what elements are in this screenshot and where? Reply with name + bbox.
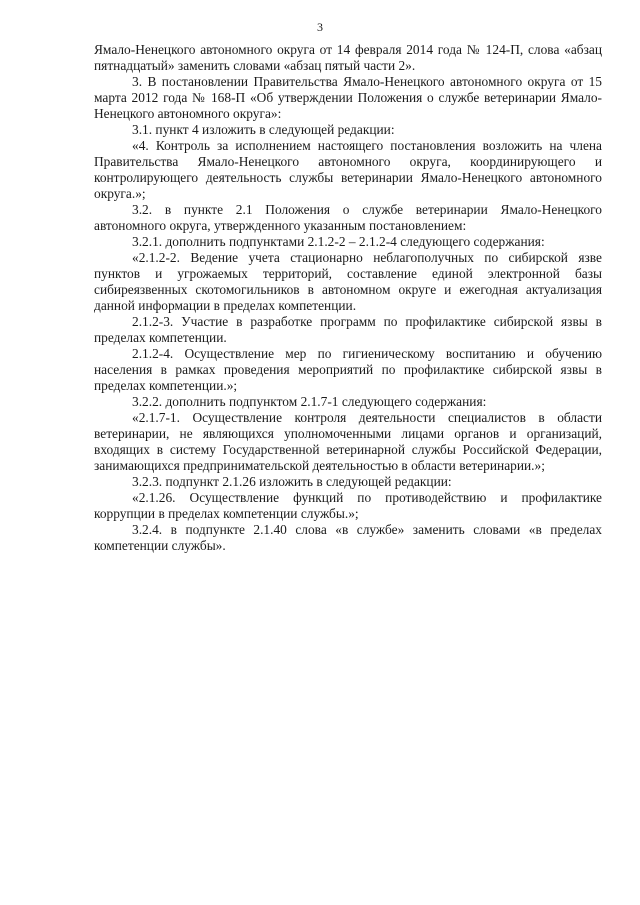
paragraph-item-3: 3. В постановлении Правительства Ямало-Ненецкого автономного округа от 15 марта 2012 года № 168-П «Об утверждении Положения о службе ветеринарии Ямало-Ненецкого автономного округа»: (94, 74, 602, 121)
paragraph-item-3-2-1: 3.2.1. дополнить подпунктами 2.1.2-2 – 2.1.2-4 следующего содержания: (132, 234, 545, 249)
paragraph-item-3-1: 3.1. пункт 4 изложить в следующей редакции: (132, 122, 395, 137)
paragraph-item-3-2-2: 3.2.2. дополнить подпунктом 2.1.7-1 следующего содержания: (132, 394, 487, 409)
paragraph-item-3-2-4: 3.2.4. в подпункте 2.1.40 слова «в службе» заменить словами «в пределах компетенции службы». (94, 522, 602, 553)
paragraph-item-3-2-3: 3.2.3. подпункт 2.1.26 изложить в следующей редакции: (132, 474, 452, 489)
paragraph-quote-2-1-2-2: «2.1.2-2. Ведение учета стационарно неблагополучных по сибирской язве пунктов и угрожаемых территорий, составление единой электронной базы сибиреязвенных скотомогильников в автономном округе и ежегодная актуализация данной информации в пределах компетенции. (94, 250, 602, 313)
paragraph-quote-4: «4. Контроль за исполнением настоящего постановления возложить на члена Правительства Ямало-Ненецкого автономного округа, координирующего и контролирующего деятельность службы ветеринарии Ямало-Ненецкого автономного округа.»; (94, 138, 602, 201)
paragraph-quote-2-1-26: «2.1.26. Осуществление функций по противодействию и профилактике коррупции в пределах компетенции службы.»; (94, 490, 602, 521)
paragraph-quote-2-1-2-4: 2.1.2-4. Осуществление мер по гигиеническому воспитанию и обучению населения в рамках проведения мероприятий по профилактике сибирской язвы в пределах компетенции.»; (94, 346, 602, 393)
paragraph-quote-2-1-7-1: «2.1.7-1. Осуществление контроля деятельности специалистов в области ветеринарии, не являющихся уполномоченными лицами органов и организаций, входящих в систему Государственной ветеринарной службы Российской Федерации, занимающихся предпринимательской деятельностью в области ветеринарии.»; (94, 410, 602, 473)
paragraph-item-3-2: 3.2. в пункте 2.1 Положения о службе ветеринарии Ямало-Ненецкого автономного округа, утвержденного указанным постановлением: (94, 202, 602, 233)
paragraph-quote-2-1-2-3: 2.1.2-3. Участие в разработке программ по профилактике сибирской язвы в пределах компетенции. (94, 314, 602, 345)
page-number: 3 (317, 20, 323, 34)
paragraph-continuation: Ямало-Ненецкого автономного округа от 14 февраля 2014 года № 124-П, слова «абзац пятнадцатый» заменить словами «абзац пятый части 2». (94, 42, 602, 73)
document-body (94, 42, 602, 554)
